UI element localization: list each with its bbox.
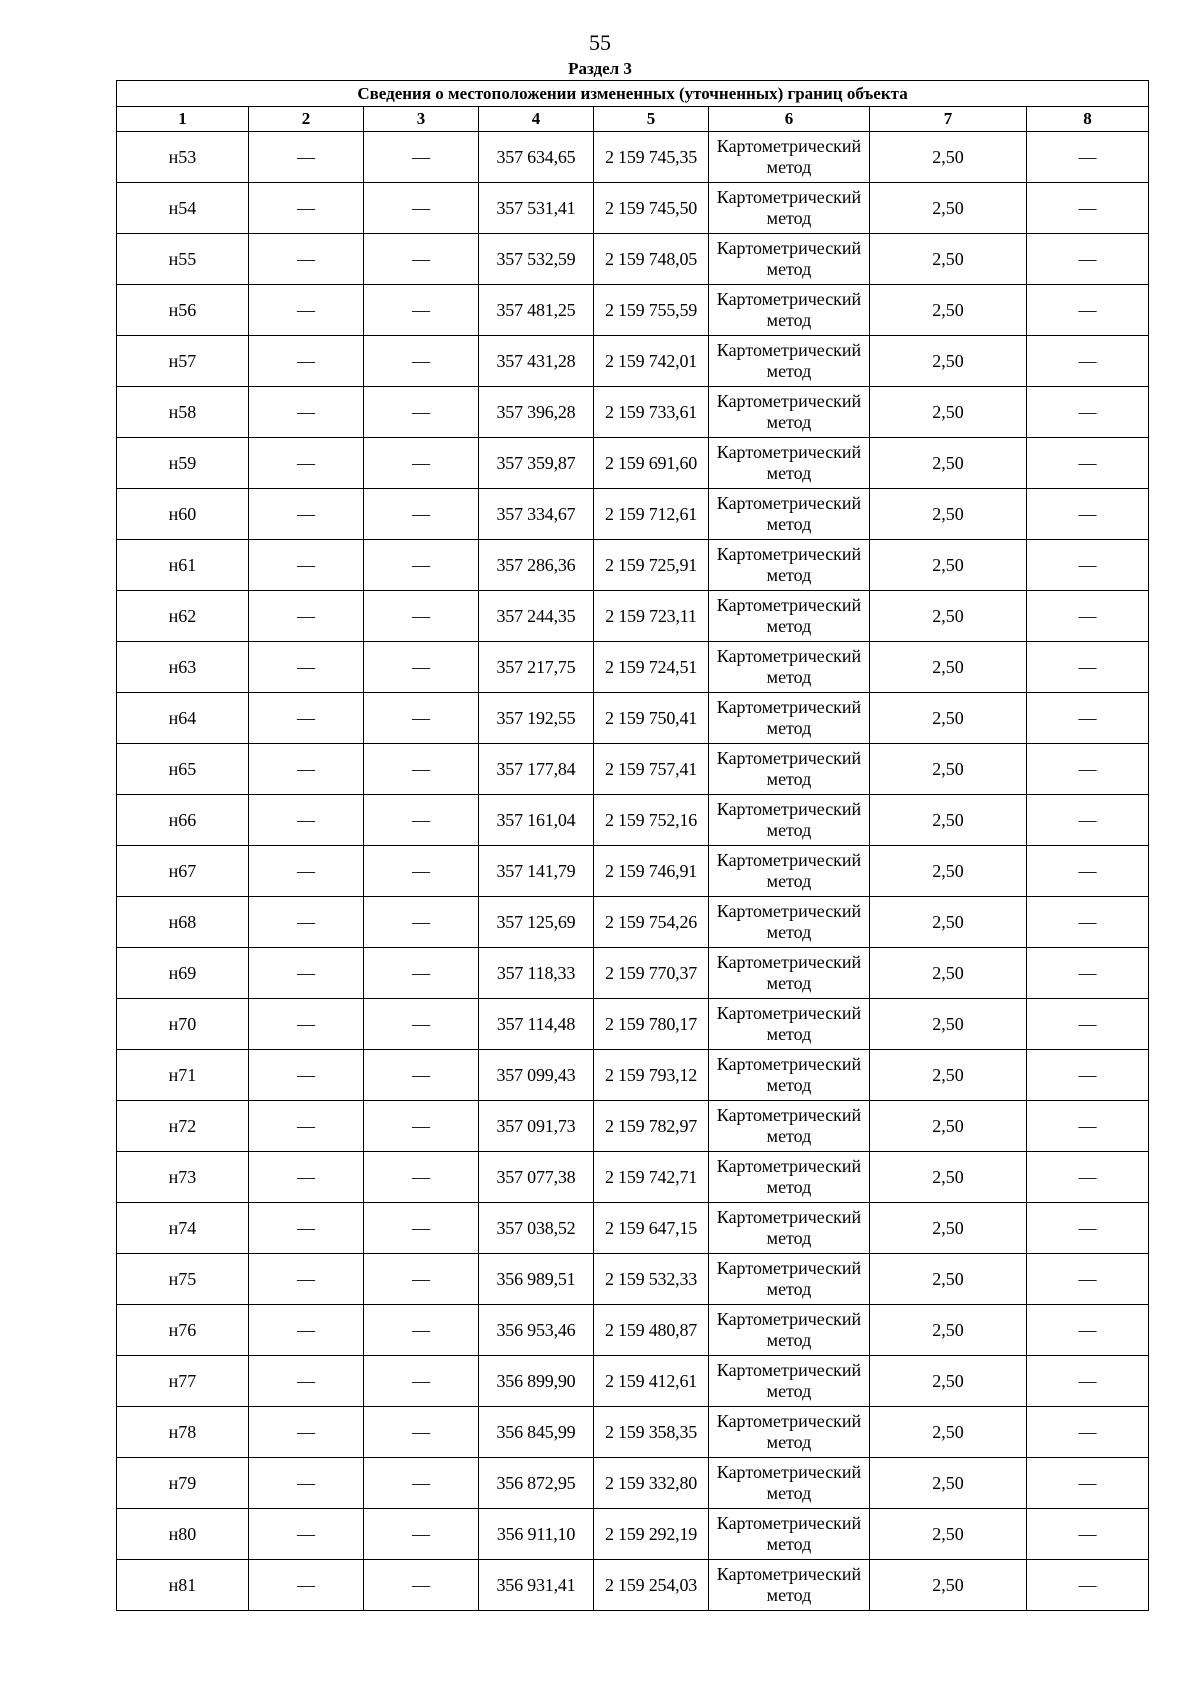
method-cell: Картометрический метод xyxy=(709,132,870,183)
table-row xyxy=(117,1050,1149,1101)
method-cell: Картометрический метод xyxy=(709,897,870,948)
point-name-cell: н80 xyxy=(117,1509,249,1560)
y-coordinate-cell: 2 159 292,19 xyxy=(594,1509,709,1560)
table-row xyxy=(117,336,1149,387)
column-2-cell: — xyxy=(249,132,364,183)
column-2-cell: — xyxy=(249,846,364,897)
table-row xyxy=(117,1356,1149,1407)
y-coordinate-cell: 2 159 742,01 xyxy=(594,336,709,387)
point-name-cell: н59 xyxy=(117,438,249,489)
x-coordinate-cell: 357 077,38 xyxy=(479,1152,594,1203)
column-2-cell: — xyxy=(249,591,364,642)
column-header-8: 8 xyxy=(1027,107,1149,132)
accuracy-cell: 2,50 xyxy=(870,1203,1027,1254)
accuracy-cell: 2,50 xyxy=(870,1356,1027,1407)
accuracy-cell: 2,50 xyxy=(870,336,1027,387)
x-coordinate-cell: 357 125,69 xyxy=(479,897,594,948)
column-8-cell: — xyxy=(1027,387,1149,438)
point-name-cell: н54 xyxy=(117,183,249,234)
y-coordinate-cell: 2 159 254,03 xyxy=(594,1560,709,1611)
table-row xyxy=(117,642,1149,693)
x-coordinate-cell: 356 953,46 xyxy=(479,1305,594,1356)
column-2-cell: — xyxy=(249,1458,364,1509)
column-2-cell: — xyxy=(249,795,364,846)
y-coordinate-cell: 2 159 755,59 xyxy=(594,285,709,336)
column-2-cell: — xyxy=(249,1560,364,1611)
column-8-cell: — xyxy=(1027,438,1149,489)
column-8-cell: — xyxy=(1027,846,1149,897)
column-8-cell: — xyxy=(1027,1101,1149,1152)
table-row xyxy=(117,540,1149,591)
point-name-cell: н67 xyxy=(117,846,249,897)
table-row xyxy=(117,438,1149,489)
column-3-cell: — xyxy=(364,540,479,591)
column-3-cell: — xyxy=(364,132,479,183)
point-name-cell: н56 xyxy=(117,285,249,336)
x-coordinate-cell: 357 118,33 xyxy=(479,948,594,999)
accuracy-cell: 2,50 xyxy=(870,183,1027,234)
accuracy-cell: 2,50 xyxy=(870,591,1027,642)
column-2-cell: — xyxy=(249,744,364,795)
section-title: Раздел 3 xyxy=(568,59,632,78)
point-name-cell: н81 xyxy=(117,1560,249,1611)
column-8-cell: — xyxy=(1027,1356,1149,1407)
x-coordinate-cell: 357 634,65 xyxy=(479,132,594,183)
method-cell: Картометрический метод xyxy=(709,1560,870,1611)
column-3-cell: — xyxy=(364,285,479,336)
x-coordinate-cell: 357 114,48 xyxy=(479,999,594,1050)
method-cell: Картометрический метод xyxy=(709,285,870,336)
column-8-cell: — xyxy=(1027,489,1149,540)
y-coordinate-cell: 2 159 752,16 xyxy=(594,795,709,846)
column-2-cell: — xyxy=(249,540,364,591)
column-8-cell: — xyxy=(1027,1305,1149,1356)
y-coordinate-cell: 2 159 745,50 xyxy=(594,183,709,234)
column-3-cell: — xyxy=(364,387,479,438)
column-header-1: 1 xyxy=(117,107,249,132)
column-2-cell: — xyxy=(249,897,364,948)
column-8-cell: — xyxy=(1027,693,1149,744)
table-row xyxy=(117,1560,1149,1611)
x-coordinate-cell: 357 192,55 xyxy=(479,693,594,744)
column-3-cell: — xyxy=(364,846,479,897)
column-8-cell: — xyxy=(1027,1407,1149,1458)
column-2-cell: — xyxy=(249,183,364,234)
accuracy-cell: 2,50 xyxy=(870,489,1027,540)
table-row xyxy=(117,591,1149,642)
column-3-cell: — xyxy=(364,642,479,693)
column-3-cell: — xyxy=(364,1356,479,1407)
accuracy-cell: 2,50 xyxy=(870,387,1027,438)
y-coordinate-cell: 2 159 750,41 xyxy=(594,693,709,744)
method-cell: Картометрический метод xyxy=(709,591,870,642)
x-coordinate-cell: 356 989,51 xyxy=(479,1254,594,1305)
column-header-5: 5 xyxy=(594,107,709,132)
column-2-cell: — xyxy=(249,693,364,744)
point-name-cell: н77 xyxy=(117,1356,249,1407)
point-name-cell: н74 xyxy=(117,1203,249,1254)
method-cell: Картометрический метод xyxy=(709,1101,870,1152)
method-cell: Картометрический метод xyxy=(709,693,870,744)
column-8-cell: — xyxy=(1027,1050,1149,1101)
accuracy-cell: 2,50 xyxy=(870,1254,1027,1305)
column-3-cell: — xyxy=(364,234,479,285)
x-coordinate-cell: 356 911,10 xyxy=(479,1509,594,1560)
column-8-cell: — xyxy=(1027,132,1149,183)
accuracy-cell: 2,50 xyxy=(870,693,1027,744)
column-3-cell: — xyxy=(364,1458,479,1509)
point-name-cell: н65 xyxy=(117,744,249,795)
x-coordinate-cell: 357 141,79 xyxy=(479,846,594,897)
method-cell: Картометрический метод xyxy=(709,999,870,1050)
x-coordinate-cell: 357 531,41 xyxy=(479,183,594,234)
x-coordinate-cell: 357 431,28 xyxy=(479,336,594,387)
accuracy-cell: 2,50 xyxy=(870,897,1027,948)
y-coordinate-cell: 2 159 480,87 xyxy=(594,1305,709,1356)
column-3-cell: — xyxy=(364,897,479,948)
method-cell: Картометрический метод xyxy=(709,948,870,999)
column-3-cell: — xyxy=(364,1560,479,1611)
table-row xyxy=(117,795,1149,846)
column-3-cell: — xyxy=(364,1152,479,1203)
point-name-cell: н71 xyxy=(117,1050,249,1101)
accuracy-cell: 2,50 xyxy=(870,234,1027,285)
column-2-cell: — xyxy=(249,1203,364,1254)
point-name-cell: н58 xyxy=(117,387,249,438)
y-coordinate-cell: 2 159 691,60 xyxy=(594,438,709,489)
column-2-cell: — xyxy=(249,1101,364,1152)
column-8-cell: — xyxy=(1027,999,1149,1050)
y-coordinate-cell: 2 159 358,35 xyxy=(594,1407,709,1458)
column-3-cell: — xyxy=(364,693,479,744)
column-3-cell: — xyxy=(364,489,479,540)
accuracy-cell: 2,50 xyxy=(870,1407,1027,1458)
table-row xyxy=(117,132,1149,183)
column-2-cell: — xyxy=(249,387,364,438)
column-number-row xyxy=(117,107,1149,132)
table-row xyxy=(117,693,1149,744)
table-row xyxy=(117,1509,1149,1560)
table-row xyxy=(117,285,1149,336)
x-coordinate-cell: 356 899,90 xyxy=(479,1356,594,1407)
y-coordinate-cell: 2 159 746,91 xyxy=(594,846,709,897)
column-2-cell: — xyxy=(249,999,364,1050)
table-row xyxy=(117,1101,1149,1152)
column-3-cell: — xyxy=(364,1050,479,1101)
point-name-cell: н63 xyxy=(117,642,249,693)
column-8-cell: — xyxy=(1027,285,1149,336)
column-8-cell: — xyxy=(1027,234,1149,285)
column-3-cell: — xyxy=(364,183,479,234)
column-3-cell: — xyxy=(364,1101,479,1152)
point-name-cell: н69 xyxy=(117,948,249,999)
point-name-cell: н60 xyxy=(117,489,249,540)
method-cell: Картометрический метод xyxy=(709,1356,870,1407)
column-2-cell: — xyxy=(249,489,364,540)
boundary-coordinates-table xyxy=(116,80,1149,1611)
method-cell: Картометрический метод xyxy=(709,234,870,285)
accuracy-cell: 2,50 xyxy=(870,285,1027,336)
table-row xyxy=(117,744,1149,795)
y-coordinate-cell: 2 159 748,05 xyxy=(594,234,709,285)
method-cell: Картометрический метод xyxy=(709,1050,870,1101)
point-name-cell: н66 xyxy=(117,795,249,846)
column-8-cell: — xyxy=(1027,540,1149,591)
column-2-cell: — xyxy=(249,336,364,387)
column-3-cell: — xyxy=(364,591,479,642)
y-coordinate-cell: 2 159 725,91 xyxy=(594,540,709,591)
y-coordinate-cell: 2 159 782,97 xyxy=(594,1101,709,1152)
column-2-cell: — xyxy=(249,1254,364,1305)
table-row xyxy=(117,1305,1149,1356)
column-8-cell: — xyxy=(1027,1509,1149,1560)
column-2-cell: — xyxy=(249,1356,364,1407)
accuracy-cell: 2,50 xyxy=(870,132,1027,183)
accuracy-cell: 2,50 xyxy=(870,1101,1027,1152)
method-cell: Картометрический метод xyxy=(709,744,870,795)
y-coordinate-cell: 2 159 724,51 xyxy=(594,642,709,693)
y-coordinate-cell: 2 159 723,11 xyxy=(594,591,709,642)
x-coordinate-cell: 356 845,99 xyxy=(479,1407,594,1458)
table-row xyxy=(117,1203,1149,1254)
method-cell: Картометрический метод xyxy=(709,540,870,591)
accuracy-cell: 2,50 xyxy=(870,1458,1027,1509)
accuracy-cell: 2,50 xyxy=(870,999,1027,1050)
x-coordinate-cell: 357 177,84 xyxy=(479,744,594,795)
y-coordinate-cell: 2 159 793,12 xyxy=(594,1050,709,1101)
y-coordinate-cell: 2 159 532,33 xyxy=(594,1254,709,1305)
table-row xyxy=(117,897,1149,948)
table-row xyxy=(117,387,1149,438)
table-row xyxy=(117,1407,1149,1458)
column-2-cell: — xyxy=(249,1305,364,1356)
x-coordinate-cell: 356 872,95 xyxy=(479,1458,594,1509)
point-name-cell: н70 xyxy=(117,999,249,1050)
x-coordinate-cell: 357 532,59 xyxy=(479,234,594,285)
method-cell: Картометрический метод xyxy=(709,1305,870,1356)
method-cell: Картометрический метод xyxy=(709,489,870,540)
column-8-cell: — xyxy=(1027,1560,1149,1611)
table-row xyxy=(117,1254,1149,1305)
accuracy-cell: 2,50 xyxy=(870,948,1027,999)
point-name-cell: н72 xyxy=(117,1101,249,1152)
column-8-cell: — xyxy=(1027,744,1149,795)
column-3-cell: — xyxy=(364,1203,479,1254)
table-row xyxy=(117,999,1149,1050)
accuracy-cell: 2,50 xyxy=(870,795,1027,846)
column-3-cell: — xyxy=(364,744,479,795)
table-row xyxy=(117,1458,1149,1509)
x-coordinate-cell: 357 481,25 xyxy=(479,285,594,336)
method-cell: Картометрический метод xyxy=(709,438,870,489)
column-2-cell: — xyxy=(249,948,364,999)
point-name-cell: н78 xyxy=(117,1407,249,1458)
method-cell: Картометрический метод xyxy=(709,795,870,846)
table-row xyxy=(117,846,1149,897)
column-3-cell: — xyxy=(364,999,479,1050)
column-2-cell: — xyxy=(249,642,364,693)
y-coordinate-cell: 2 159 712,61 xyxy=(594,489,709,540)
point-name-cell: н55 xyxy=(117,234,249,285)
column-2-cell: — xyxy=(249,438,364,489)
column-2-cell: — xyxy=(249,1152,364,1203)
accuracy-cell: 2,50 xyxy=(870,1152,1027,1203)
column-3-cell: — xyxy=(364,1305,479,1356)
y-coordinate-cell: 2 159 733,61 xyxy=(594,387,709,438)
x-coordinate-cell: 357 217,75 xyxy=(479,642,594,693)
y-coordinate-cell: 2 159 332,80 xyxy=(594,1458,709,1509)
method-cell: Картометрический метод xyxy=(709,1203,870,1254)
y-coordinate-cell: 2 159 412,61 xyxy=(594,1356,709,1407)
column-2-cell: — xyxy=(249,285,364,336)
column-8-cell: — xyxy=(1027,1254,1149,1305)
point-name-cell: н79 xyxy=(117,1458,249,1509)
point-name-cell: н76 xyxy=(117,1305,249,1356)
column-3-cell: — xyxy=(364,795,479,846)
method-cell: Картометрический метод xyxy=(709,1254,870,1305)
method-cell: Картометрический метод xyxy=(709,846,870,897)
x-coordinate-cell: 357 396,28 xyxy=(479,387,594,438)
method-cell: Картометрический метод xyxy=(709,1152,870,1203)
method-cell: Картометрический метод xyxy=(709,642,870,693)
point-name-cell: н75 xyxy=(117,1254,249,1305)
point-name-cell: н68 xyxy=(117,897,249,948)
column-8-cell: — xyxy=(1027,795,1149,846)
accuracy-cell: 2,50 xyxy=(870,438,1027,489)
point-name-cell: н62 xyxy=(117,591,249,642)
column-8-cell: — xyxy=(1027,1152,1149,1203)
y-coordinate-cell: 2 159 757,41 xyxy=(594,744,709,795)
page-number: 55 xyxy=(589,30,611,55)
column-8-cell: — xyxy=(1027,1458,1149,1509)
column-8-cell: — xyxy=(1027,336,1149,387)
table-caption: Сведения о местоположении измененных (уточненных) границ объекта xyxy=(117,81,1149,107)
y-coordinate-cell: 2 159 742,71 xyxy=(594,1152,709,1203)
point-name-cell: н64 xyxy=(117,693,249,744)
table-row xyxy=(117,948,1149,999)
table-row xyxy=(117,183,1149,234)
y-coordinate-cell: 2 159 780,17 xyxy=(594,999,709,1050)
point-name-cell: н57 xyxy=(117,336,249,387)
method-cell: Картометрический метод xyxy=(709,336,870,387)
method-cell: Картометрический метод xyxy=(709,1407,870,1458)
column-header-4: 4 xyxy=(479,107,594,132)
accuracy-cell: 2,50 xyxy=(870,744,1027,795)
column-8-cell: — xyxy=(1027,591,1149,642)
accuracy-cell: 2,50 xyxy=(870,1509,1027,1560)
x-coordinate-cell: 357 099,43 xyxy=(479,1050,594,1101)
column-3-cell: — xyxy=(364,1407,479,1458)
column-2-cell: — xyxy=(249,1509,364,1560)
table-body xyxy=(117,132,1149,1611)
column-2-cell: — xyxy=(249,1050,364,1101)
accuracy-cell: 2,50 xyxy=(870,540,1027,591)
method-cell: Картометрический метод xyxy=(709,1509,870,1560)
column-header-2: 2 xyxy=(249,107,364,132)
accuracy-cell: 2,50 xyxy=(870,1305,1027,1356)
point-name-cell: н73 xyxy=(117,1152,249,1203)
column-2-cell: — xyxy=(249,1407,364,1458)
column-8-cell: — xyxy=(1027,1203,1149,1254)
column-8-cell: — xyxy=(1027,897,1149,948)
column-8-cell: — xyxy=(1027,948,1149,999)
y-coordinate-cell: 2 159 754,26 xyxy=(594,897,709,948)
method-cell: Картометрический метод xyxy=(709,183,870,234)
x-coordinate-cell: 356 931,41 xyxy=(479,1560,594,1611)
point-name-cell: н61 xyxy=(117,540,249,591)
x-coordinate-cell: 357 091,73 xyxy=(479,1101,594,1152)
x-coordinate-cell: 357 244,35 xyxy=(479,591,594,642)
column-3-cell: — xyxy=(364,948,479,999)
point-name-cell: н53 xyxy=(117,132,249,183)
x-coordinate-cell: 357 359,87 xyxy=(479,438,594,489)
x-coordinate-cell: 357 334,67 xyxy=(479,489,594,540)
method-cell: Картометрический метод xyxy=(709,387,870,438)
y-coordinate-cell: 2 159 745,35 xyxy=(594,132,709,183)
y-coordinate-cell: 2 159 770,37 xyxy=(594,948,709,999)
x-coordinate-cell: 357 038,52 xyxy=(479,1203,594,1254)
column-8-cell: — xyxy=(1027,642,1149,693)
y-coordinate-cell: 2 159 647,15 xyxy=(594,1203,709,1254)
column-header-3: 3 xyxy=(364,107,479,132)
accuracy-cell: 2,50 xyxy=(870,642,1027,693)
column-8-cell: — xyxy=(1027,183,1149,234)
x-coordinate-cell: 357 161,04 xyxy=(479,795,594,846)
table-row xyxy=(117,1152,1149,1203)
accuracy-cell: 2,50 xyxy=(870,846,1027,897)
accuracy-cell: 2,50 xyxy=(870,1560,1027,1611)
column-3-cell: — xyxy=(364,1254,479,1305)
column-header-6: 6 xyxy=(709,107,870,132)
table-row xyxy=(117,489,1149,540)
column-2-cell: — xyxy=(249,234,364,285)
x-coordinate-cell: 357 286,36 xyxy=(479,540,594,591)
column-3-cell: — xyxy=(364,336,479,387)
method-cell: Картометрический метод xyxy=(709,1458,870,1509)
column-header-7: 7 xyxy=(870,107,1027,132)
column-3-cell: — xyxy=(364,438,479,489)
column-3-cell: — xyxy=(364,1509,479,1560)
accuracy-cell: 2,50 xyxy=(870,1050,1027,1101)
table-row xyxy=(117,234,1149,285)
